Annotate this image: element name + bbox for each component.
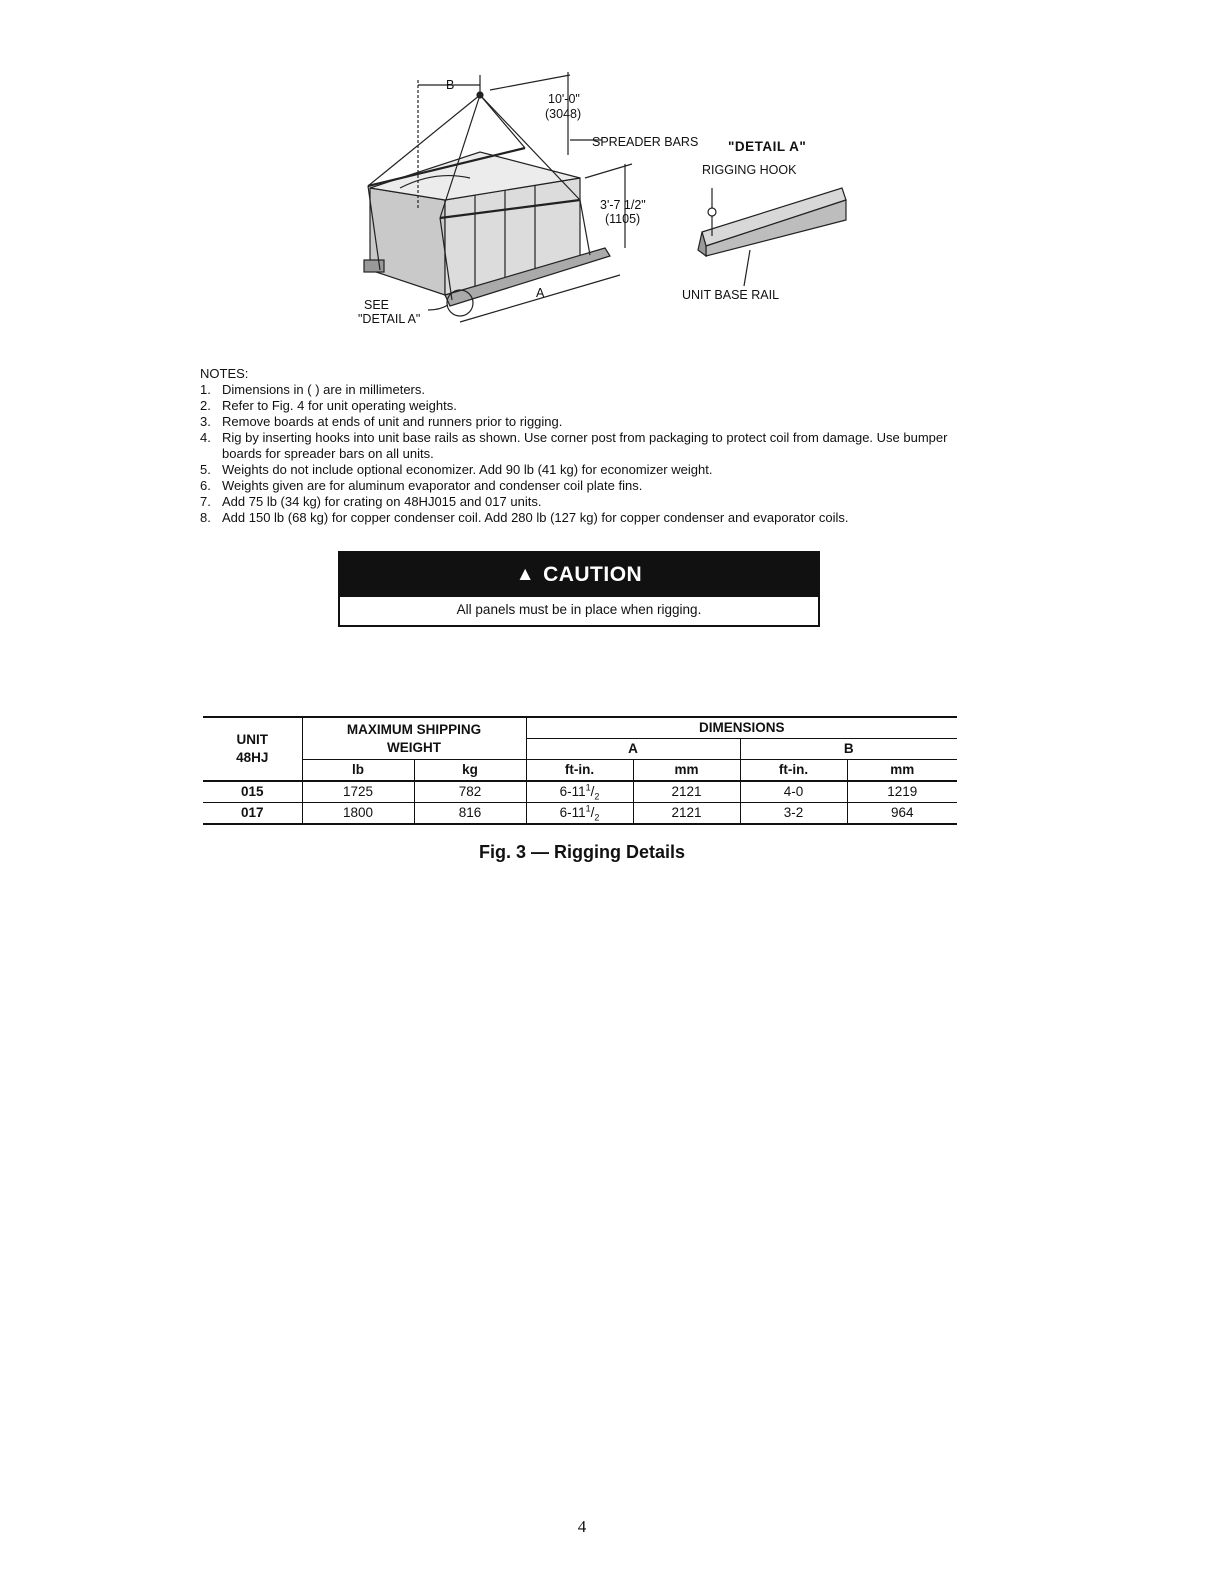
dimension-b-label: B [446, 78, 455, 92]
dimension-a-header: A [526, 739, 740, 760]
rigging-hook-label: RIGGING HOOK [702, 163, 797, 177]
unit-header: UNIT 48HJ [203, 717, 302, 781]
note-text: Remove boards at ends of unit and runners prior to rigging. [222, 414, 563, 429]
note-number: 3. [200, 414, 211, 429]
note-item [200, 414, 960, 430]
note-text: Weights do not include optional economizer. Add 90 lb (41 kg) for economizer weight. [222, 462, 713, 477]
note-text: Dimensions in ( ) are in millimeters. [222, 382, 425, 397]
b-ftin-cell: 4-0 [740, 781, 847, 803]
table-row [203, 803, 957, 825]
dimension-a-label: A [536, 286, 545, 300]
note-text: Refer to Fig. 4 for unit operating weights. [222, 398, 457, 413]
lb-cell: 1725 [302, 781, 414, 803]
a-ftin-cell: $6-11^1/_2$ [526, 781, 633, 803]
unit-cell: 015 [203, 781, 302, 803]
note-item [200, 430, 960, 462]
a-mm-cell: 2121 [633, 803, 740, 825]
side-ft-label: 3'-7 1/2" [600, 198, 646, 212]
a-ftin-header: ft-in. [526, 760, 633, 782]
height-mm-label: (3048) [545, 107, 582, 121]
caution-box [338, 551, 820, 627]
notes-section [200, 366, 960, 526]
note-item [200, 398, 960, 414]
note-number: 2. [200, 398, 211, 413]
side-mm-label: (1105) [605, 212, 641, 226]
note-number: 6. [200, 478, 211, 493]
notes-list [200, 382, 960, 526]
kg-cell: 782 [414, 781, 526, 803]
weight-header: MAXIMUM SHIPPING WEIGHT [302, 717, 526, 760]
table-row [203, 781, 957, 803]
kg-cell: 816 [414, 803, 526, 825]
lb-header: lb [302, 760, 414, 782]
dimension-b-header: B [740, 739, 957, 760]
note-text: Weights given are for aluminum evaporator and condenser coil plate fins. [222, 478, 643, 493]
note-item [200, 478, 960, 494]
a-mm-cell: 2121 [633, 781, 740, 803]
caution-message: All panels must be in place when rigging. [456, 602, 702, 617]
caution-title: CAUTION [543, 563, 643, 586]
see-label: SEE [364, 298, 390, 312]
note-number: 5. [200, 462, 211, 477]
note-item [200, 510, 960, 526]
spreader-bars-label: SPREADER BARS [592, 135, 699, 149]
note-text: Add 75 lb (34 kg) for crating on 48HJ015 and 017 units. [222, 494, 542, 509]
page-number: 4 [577, 1517, 587, 1536]
rigging-diagram [340, 60, 860, 350]
caution-header [340, 553, 818, 597]
note-text: Add 150 lb (68 kg) for copper condenser coil. Add 280 lb (127 kg) for copper condenser and evaporator coils. [222, 510, 849, 525]
b-ftin-cell: 3-2 [740, 803, 847, 825]
note-item [200, 382, 960, 398]
see-detail-a-label: "DETAIL A" [358, 312, 421, 326]
unit-cell: 017 [240, 805, 264, 820]
notes-heading: NOTES: [200, 366, 249, 381]
shipping-dimensions-table [203, 716, 957, 825]
note-number: 4. [200, 430, 211, 445]
b-mm-cell: 964 [847, 803, 957, 825]
a-mm-header: mm [633, 760, 740, 782]
detail-a-illustration [698, 188, 846, 286]
b-mm-cell: 1219 [847, 781, 957, 803]
b-mm-header: mm [847, 760, 957, 782]
note-text: Rig by inserting hooks into unit base rails as shown. Use corner post from packaging to protect coil from damage. Use bumper boards for spreader bars on all units. [222, 430, 948, 461]
note-item [200, 462, 960, 478]
note-number: 7. [200, 494, 211, 509]
lb-cell: 1800 [302, 803, 414, 825]
height-ft-label: 10'-0" [548, 92, 580, 106]
note-number: 8. [200, 510, 211, 525]
detail-a-title: "DETAIL A" [728, 139, 807, 154]
kg-header: kg [414, 760, 526, 782]
figure-caption: Fig. 3 — Rigging Details [478, 842, 685, 862]
warning-triangle-icon: ▲ [515, 564, 536, 585]
dimensions-header: DIMENSIONS [526, 717, 957, 739]
note-item [200, 494, 960, 510]
note-number: 1. [200, 382, 211, 397]
a-ftin-cell: $6-11^1/_2$ [526, 803, 633, 825]
b-ftin-header: ft-in. [740, 760, 847, 782]
unit-base-rail-label: UNIT BASE RAIL [682, 288, 780, 302]
